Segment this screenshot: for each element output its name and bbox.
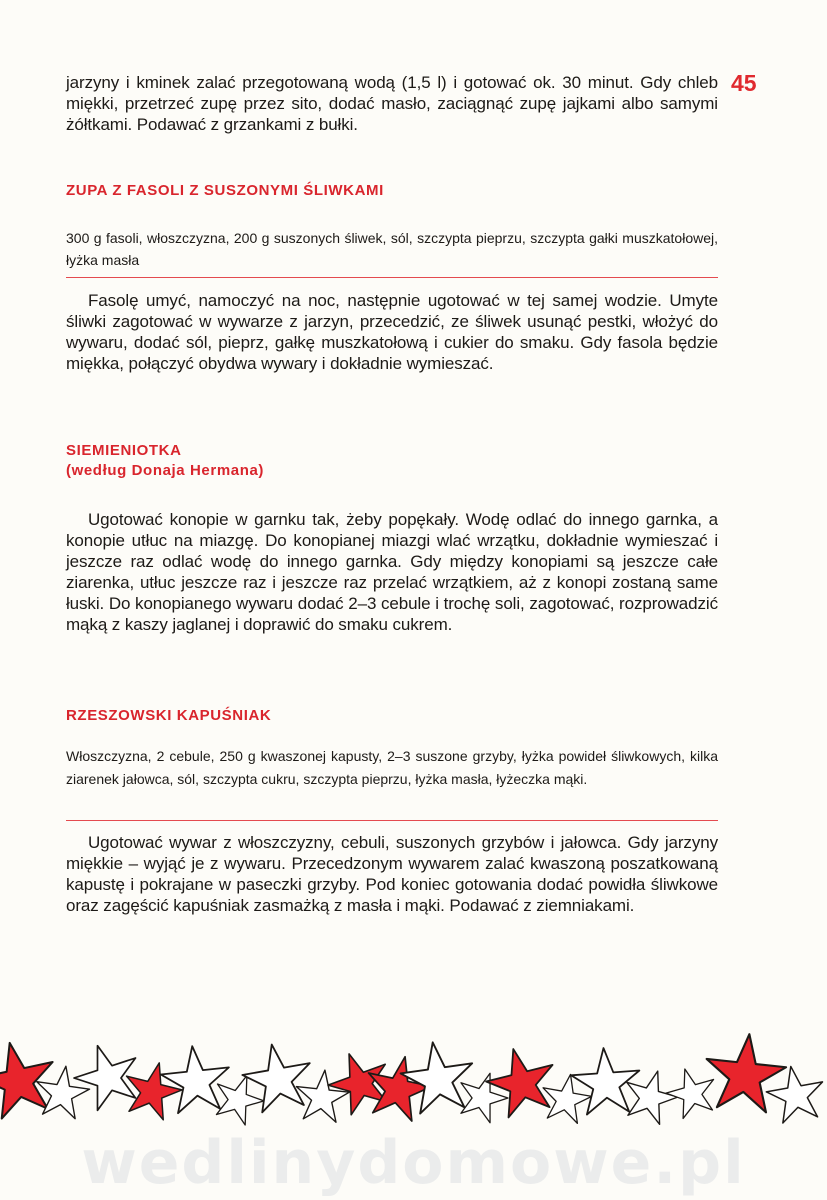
recipe-method: Ugotować konopie w garnku tak, żeby popękały. Wodę odlać do innego garnka, a konopie utłuc na miazgę. Do konopianej miazgi wlać wrzątku, dokładnie wymieszać i jeszcze raz odlać wodę do innego garnka. Gdy między konopiami są jeszcze całe ziarenka, utłuc jeszcze raz i jeszcze raz przelać wrzątkiem, aż z konopi zostaną same łuski. Do konopianego wywaru dodać 2–3 cebule i trochę soli, zagotować, rozprowadzić mąką z kaszy jaglanej i doprawić do smaku cukrem.	[66, 510, 718, 634]
recipe-2-title-block	[66, 441, 718, 481]
recipe-2-method-block	[66, 509, 718, 635]
intro-paragraph-block	[66, 72, 718, 135]
recipe-3-ingredients-block	[66, 745, 718, 791]
recipe-1-method-block	[66, 290, 718, 374]
recipe-title: ZUPA Z FASOLI Z SUSZONYMI ŚLIWKAMI	[66, 182, 384, 199]
section-divider	[66, 820, 718, 821]
recipe-method: Fasolę umyć, namoczyć na noc, następnie ugotować w tej samej wodzie. Umyte śliwki zagotować w wywarze z jarzyn, przecedzić, ze śliwek usunąć pestki, włożyć do wywaru, dodać sól, pieprz, gałkę muszkatołową i cukier do smaku. Gdy fasola będzie miękka, połączyć obydwa wywary i dokładnie wymieszać.	[66, 291, 718, 373]
recipe-title: RZESZOWSKI KAPUŚNIAK	[66, 707, 272, 724]
recipe-method: Ugotować wywar z włoszczyzny, cebuli, suszonych grzybów i jałowca. Gdy jarzyny miękkie – wyjąć je z wywaru. Przecedzonym wywarem zalać kwaszoną poszatkowaną kapustę i pokrajane w paseczki grzyby. Pod koniec gotowania dodać powidła śliwkowe oraz zagęścić kapuśniak zasmażką z masła i mąki. Podawać z ziemniakami.	[66, 833, 718, 915]
recipe-subtitle: (według Donaja Hermana)	[66, 462, 264, 479]
recipe-ingredients: Włoszczyzna, 2 cebule, 250 g kwaszonej kapusty, 2–3 suszone grzyby, łyżka powideł śliwkowych, kilka ziarenek jałowca, sól, szczypta cukru, szczypta pieprzu, łyżka masła, łyżeczka mąki.	[66, 748, 718, 787]
star-border-decoration	[0, 1020, 827, 1140]
recipe-3-title-block	[66, 706, 718, 726]
recipe-3-method-block	[66, 832, 718, 916]
recipe-1-title-block	[66, 181, 718, 201]
recipe-1-ingredients-block	[66, 227, 718, 271]
page-number: 45	[731, 70, 757, 96]
watermark-text: wedlinydomowe.pl	[81, 1128, 746, 1198]
star-icon	[0, 1030, 827, 1128]
section-divider	[66, 277, 718, 278]
intro-paragraph: jarzyny i kminek zalać przegotowaną wodą (1,5 l) i gotować ok. 30 minut. Gdy chleb miękki, przetrzeć zupę przez sito, dodać masło, zaciągnąć zupę jajkami albo samymi żółtkami. Podawać z grzankami z bułki.	[66, 73, 718, 134]
recipe-ingredients: 300 g fasoli, włoszczyzna, 200 g suszonych śliwek, sól, szczypta pieprzu, szczypta gałki muszkatołowej, łyżka masła	[66, 230, 718, 268]
recipe-title: SIEMIENIOTKA	[66, 442, 182, 459]
